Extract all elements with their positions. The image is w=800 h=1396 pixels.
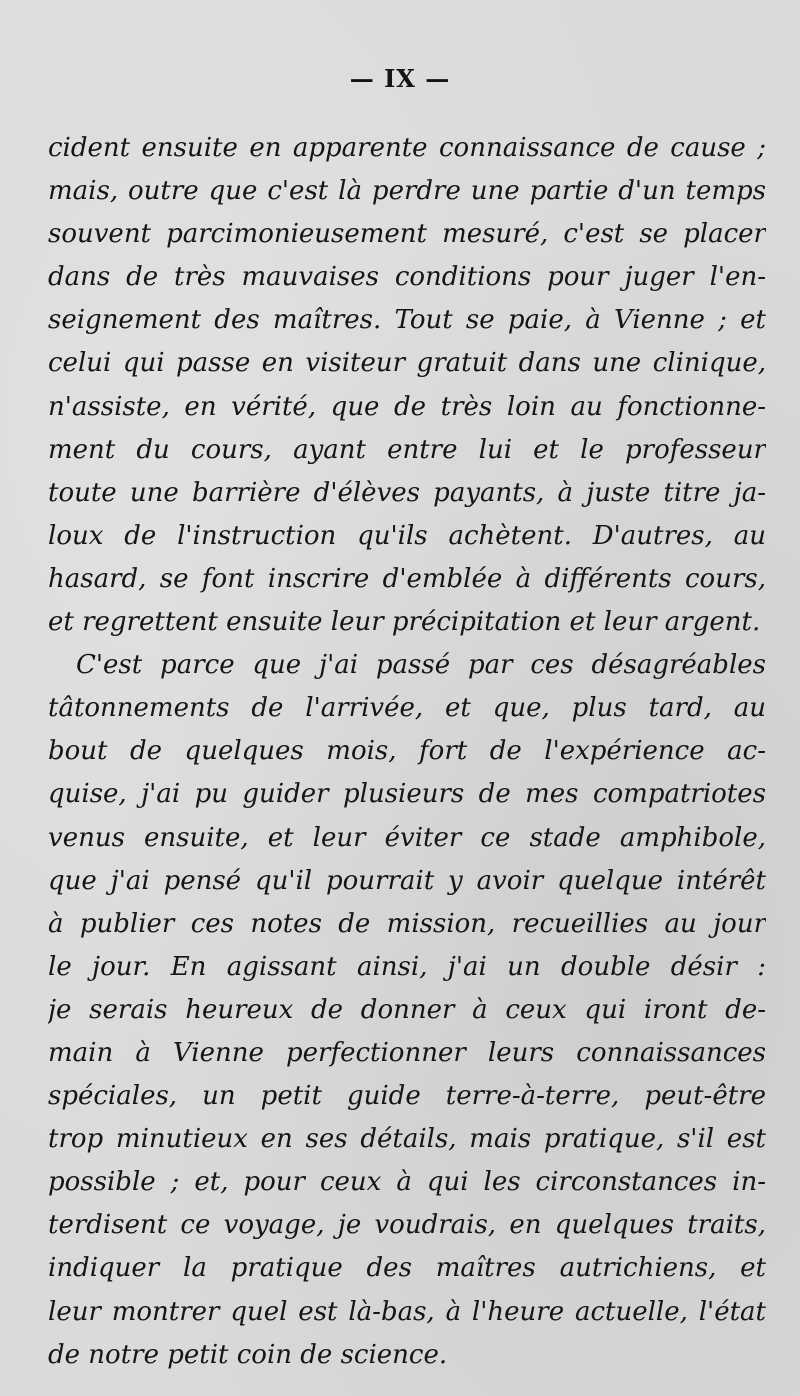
text-line-8: ment du cours, ayant entre lui et le professeur bbox=[48, 434, 766, 465]
text-line-18: que j'ai pensé qu'il pourrait y avoir quelque intérêt bbox=[48, 865, 766, 896]
text-line-26: terdisent ce voyage, je voudrais, en quelques traits, bbox=[48, 1210, 766, 1241]
text-line-12: et regrettent ensuite leur précipitation et leur argent. bbox=[48, 607, 761, 638]
text-line-14: tâtonnements de l'arrivée, et que, plus tard, au bbox=[48, 693, 766, 724]
text-line-4: dans de très mauvaises conditions pour juger l'en- bbox=[48, 262, 766, 293]
text-line-23: spéciales, un petit guide terre-à-terre, peut-être bbox=[48, 1081, 766, 1112]
text-line-5: seignement des maîtres. Tout se paie, à Vienne ; et bbox=[48, 305, 766, 336]
text-line-16: quise, j'ai pu guider plusieurs de mes compatriotes bbox=[48, 779, 766, 810]
text-line-1: cident ensuite en apparente connaissance de cause ; bbox=[48, 133, 766, 163]
text-line-17: venus ensuite, et leur éviter ce stade amphibole, bbox=[48, 822, 766, 853]
text-line-24: trop minutieux en ses détails, mais pratique, s'il est bbox=[48, 1124, 766, 1155]
text-line-13: C'est parce que j'ai passé par ces désagréables bbox=[76, 650, 766, 681]
text-line-2: mais, outre que c'est là perdre une partie d'un temps bbox=[48, 176, 766, 207]
page-number: — IX — bbox=[349, 64, 451, 93]
text-line-11: hasard, se font inscrire d'emblée à différents cours, bbox=[48, 563, 766, 594]
text-line-20: le jour. En agissant ainsi, j'ai un double désir : bbox=[48, 951, 766, 982]
text-line-25: possible ; et, pour ceux à qui les circonstances in- bbox=[48, 1167, 766, 1198]
text-line-27: indiquer la pratique des maîtres autrichiens, et bbox=[48, 1253, 766, 1284]
text-line-15: bout de quelques mois, fort de l'expérience ac- bbox=[48, 736, 766, 767]
text-line-19: à publier ces notes de mission, recueillies au jour bbox=[48, 908, 766, 939]
text-line-22: main à Vienne perfectionner leurs connaissances bbox=[48, 1037, 766, 1068]
text-line-7: n'assiste, en vérité, que de très loin au fonctionne- bbox=[48, 391, 766, 422]
text-line-21: je serais heureux de donner à ceux qui iront de- bbox=[48, 994, 766, 1025]
text-line-10: loux de l'instruction qu'ils achètent. D'autres, au bbox=[48, 520, 766, 551]
text-line-3: souvent parcimonieusement mesuré, c'est se placer bbox=[48, 219, 766, 250]
body-text bbox=[48, 127, 766, 1377]
text-line-28: leur montrer quel est là-bas, à l'heure actuelle, l'état bbox=[48, 1296, 766, 1327]
text-line-9: toute une barrière d'élèves payants, à juste titre ja- bbox=[48, 477, 766, 508]
text-line-6: celui qui passe en visiteur gratuit dans une clinique, bbox=[48, 348, 766, 379]
text-line-29: de notre petit coin de science. bbox=[48, 1339, 448, 1370]
